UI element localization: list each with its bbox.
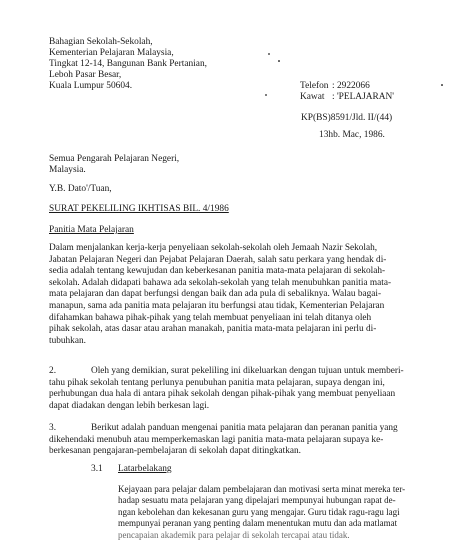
paragraph-line: hadap sesuatu mata pelajaran yang dipelajari mempunyai hubungan rapat de-: [118, 495, 396, 506]
paragraph-line faint: pencapaian akademik para pelajar di sekolah tercapai atau tidak.: [118, 529, 350, 540]
paragraph-line: Jabatan Pelajaran Negeri dan Pejabat Pelajaran Daerah, salah satu perkara yang hendak di-: [49, 254, 387, 265]
recipient-line: Semua Pengarah Pelajaran Negeri,: [49, 154, 180, 164]
paragraph-line: manapun, sama ada panitia mata pelajaran itu berfungsi atau tidak, Kementerian Pelajaran: [49, 300, 385, 311]
phone-value: : 2922066: [332, 81, 370, 91]
scan-speck: [265, 94, 267, 96]
phone-label: Telefon: [300, 81, 329, 91]
sender-line: Tingkat 12-14, Bangunan Bank Pertanian,: [49, 59, 207, 69]
letter-date: 13hb. Mac, 1986.: [319, 130, 385, 140]
salutation: Y.B. Dato'/Tuan,: [49, 184, 112, 194]
paragraph-line: perhubungan dua hala di antara pihak sekolah dengan pihak-pihak yang membuat penyeliaan: [49, 389, 396, 400]
section-title: Latarbelakang: [118, 464, 172, 474]
paragraph-line: mempunyai peranan yang penting dalam menentukan mutu dan ada matlamat: [118, 518, 398, 529]
paragraph-line: Oleh yang demikian, surat pekeliling ini dikeluarkan dengan tujuan untuk memberi-: [91, 366, 404, 376]
paragraph-line: Kejayaan para pelajar dalam pembelajaran dan motivasi serta minat mereka ter-: [118, 484, 406, 494]
section-number: 3.1: [91, 464, 103, 474]
paragraph-1: [49, 243, 391, 347]
topic-heading: Panitia Mata Pelajaran: [49, 225, 134, 235]
paragraph-line: ngan kebolehan dan kekesanan guru yang mengajar. Guru tidak ragu-ragu lagi: [118, 506, 400, 517]
scan-speck: [278, 60, 280, 62]
paragraph-number: 2.: [49, 366, 57, 376]
wire-label: Kawat: [300, 92, 325, 102]
sender-line: Kementerian Pelajaran Malaysia,: [49, 48, 174, 58]
wire-value: : 'PELAJARAN': [332, 92, 394, 102]
paragraph-line: pihak sekolah, atas dasar atau arahan manakah, panitia mata-mata pelajaran ini perlu di-: [49, 324, 377, 335]
paragraph-line: Dalam menjalankan kerja-kerja penyeliaan sekolah-sekolah oleh Jemaah Nazir Sekolah,: [49, 243, 378, 253]
section-3-1-body: [118, 484, 405, 541]
paragraph-line: sekolah. Adalah didapati bahawa ada sekolah-sekolah yang telah menubuhkan panitia mata-: [49, 277, 392, 288]
paragraph-line: dikehendaki menubuh atau memperkemaskan lagi panitia mata-mata pelajaran supaya ke-: [49, 434, 384, 445]
scan-speck: [268, 53, 270, 55]
paragraph-line: difahamkan bahawa pihak-pihak yang telah membuat penyeliaan ini telah ditanya oleh: [49, 312, 372, 323]
paragraph-line: tubuhkan.: [49, 335, 86, 346]
paragraph-line: sedia adalah tentang kewujudan dan keberkesanan panitia mata-mata pelajaran di sekolah-: [49, 266, 386, 277]
paragraph-line: mata pelajaran dan dapat berfungsi dengan baik dan ada pula di sebaliknya. Walau bagai-: [49, 289, 382, 300]
paragraph-line: Berikut adalah panduan mengenai panitia mata pelajaran dan peranan panitia yang: [91, 423, 398, 433]
sender-address: [49, 37, 207, 92]
paragraph-line: tahu pihak sekolah tentang perlunya penubuhan panitia mata pelajaran, supaya dengan ini,: [49, 377, 385, 388]
subject-heading: SURAT PEKELILING IKHTISAS BIL. 4/1986: [49, 204, 229, 214]
sender-line: Bahagian Sekolah-Sekolah,: [49, 37, 153, 47]
paragraph-3: [49, 423, 398, 458]
scan-speck: [441, 84, 443, 86]
reference-number: KP(BS)8591/Jld. II/(44): [301, 113, 393, 123]
paragraph-2: [49, 366, 404, 412]
paragraph-line: berkesanan pengajaran-pembelajaran di sekolah dapat ditingkatkan.: [49, 446, 301, 457]
sender-line: Kuala Lumpur 50604.: [49, 81, 133, 91]
paragraph-line: dapat diadakan dengan lebih berkesan lagi.: [49, 400, 210, 411]
sender-line: Leboh Pasar Besar,: [49, 70, 122, 80]
paragraph-number: 3.: [49, 423, 57, 433]
recipient-line: Malaysia.: [49, 165, 86, 175]
